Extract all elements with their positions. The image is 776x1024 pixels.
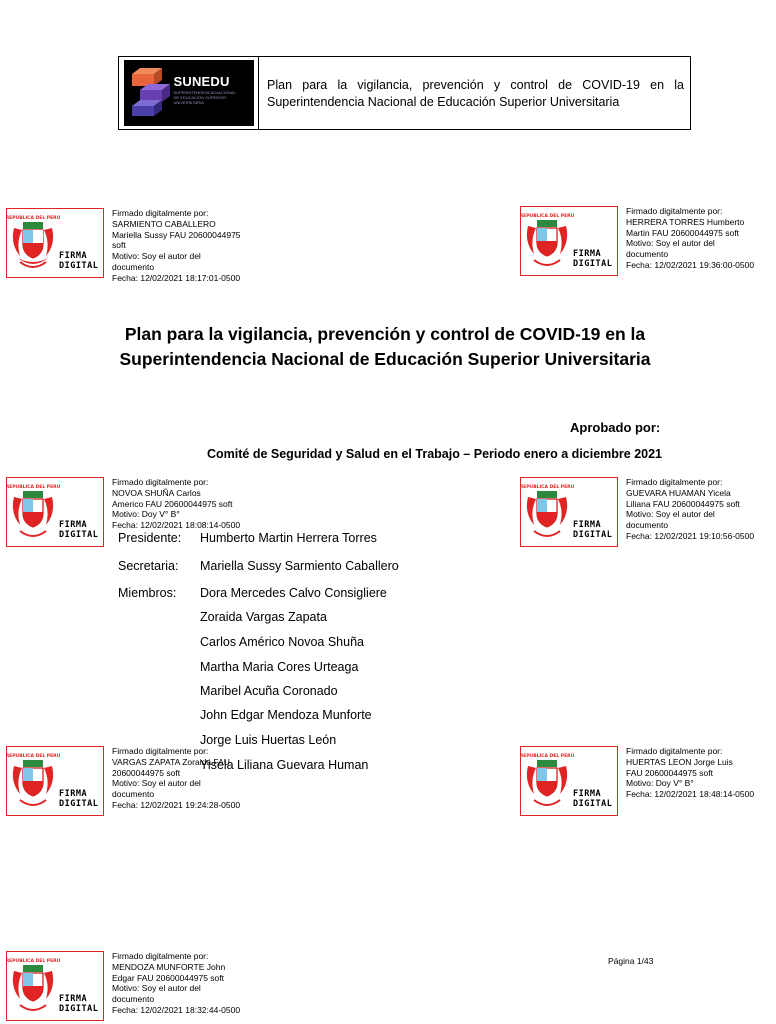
seal-top-text: REPUBLICA DEL PERU bbox=[5, 216, 61, 221]
firma-digital-label: FIRMA DIGITAL bbox=[59, 994, 99, 1014]
peru-coat-of-arms-icon bbox=[519, 210, 575, 272]
firma-digital-label: FIRMA DIGITAL bbox=[59, 520, 99, 540]
firma-digital-label: FIRMA DIGITAL bbox=[573, 789, 613, 809]
firma-digital-seal bbox=[6, 208, 104, 278]
member-name: Jorge Luis Huertas León bbox=[200, 733, 337, 747]
peru-coat-of-arms-icon bbox=[519, 750, 575, 812]
peru-coat-of-arms-icon bbox=[5, 212, 61, 274]
firma-digital-label: FIRMA DIGITAL bbox=[573, 249, 613, 269]
approved-by-label: Aprobado por: bbox=[570, 420, 661, 435]
signature-text: Firmado digitalmente por: HERRERA TORRES Humberto Martin FAU 20600044975 soft Motivo: Soy el autor del documento Fecha: 12/02/2021 19:36:00-0500 bbox=[626, 206, 755, 270]
svg-text:REPUBLICA DEL PERU: REPUBLICA DEL PERU bbox=[5, 754, 61, 759]
firma-digital-seal bbox=[6, 477, 104, 547]
firma-digital-seal bbox=[520, 477, 618, 547]
secretary-name: Mariella Sussy Sarmiento Caballero bbox=[200, 559, 399, 573]
president-name: Humberto Martin Herrera Torres bbox=[200, 531, 377, 545]
sunedu-logo-mark-icon bbox=[128, 68, 176, 118]
firma-digital-seal bbox=[520, 746, 618, 816]
sunedu-logo bbox=[124, 60, 254, 126]
firma-digital-label: FIRMA DIGITAL bbox=[59, 789, 99, 809]
peru-coat-of-arms-icon bbox=[5, 750, 61, 812]
signature-text: Firmado digitalmente por: NOVOA SHUÑA Carlos Americo FAU 20600044975 soft Motivo: Doy V° B° Fecha: 12/02/2021 18:08:14-0500 bbox=[112, 477, 241, 531]
firma-digital-label: FIRMA DIGITAL bbox=[59, 251, 99, 271]
signature-text: Firmado digitalmente por: HUERTAS LEON Jorge Luis FAU 20600044975 soft Motivo: Doy V° B° Fecha: 12/02/2021 18:48:14-0500 bbox=[626, 746, 755, 800]
members-label: Miembros: bbox=[118, 586, 177, 600]
president-label: Presidente: bbox=[118, 531, 182, 545]
secretary-label: Secretaria: bbox=[118, 559, 179, 573]
signature-text: Firmado digitalmente por: MENDOZA MUNFORTE John Edgar FAU 20600044975 soft Motivo: Soy el autor del documento Fecha: 12/02/2021 18:32:44-0500 bbox=[112, 951, 241, 1015]
peru-coat-of-arms-icon bbox=[5, 955, 61, 1017]
page-number: Página 1/43 bbox=[608, 956, 654, 966]
svg-text:REPUBLICA DEL PERU: REPUBLICA DEL PERU bbox=[519, 485, 575, 490]
svg-text:REPUBLICA DEL PERU: REPUBLICA DEL PERU bbox=[5, 485, 61, 490]
signature-text: Firmado digitalmente por: SARMIENTO CABALLERO Mariella Sussy FAU 20600044975 soft Motivo: Soy el autor del documento Fecha: 12/02/2021 18:17:01-0500 bbox=[112, 208, 241, 283]
logo-subtext: SUPERINTENDENCIA NACIONAL DE EDUCACIÓN SUPERIOR UNIVERSITARIA bbox=[173, 90, 236, 105]
member-name: John Edgar Mendoza Munforte bbox=[200, 708, 372, 722]
member-name: Maribel Acuña Coronado bbox=[200, 684, 338, 698]
header-title: Plan para la vigilancia, prevención y control de COVID-19 en la Superintendencia Nacional de Educación Superior Universitaria bbox=[267, 78, 684, 109]
signature-text: Firmado digitalmente por: VARGAS ZAPATA Zoraida FAU 20600044975 soft Motivo: Soy el autor del documento Fecha: 12/02/2021 19:24:28-0500 bbox=[112, 746, 241, 810]
document-header bbox=[118, 56, 691, 130]
member-name: Martha Maria Cores Urteaga bbox=[200, 660, 359, 674]
firma-digital-seal bbox=[6, 746, 104, 816]
firma-digital-seal bbox=[520, 206, 618, 276]
firma-digital-label: FIRMA DIGITAL bbox=[573, 520, 613, 540]
member-name: Yisela Liliana Guevara Human bbox=[200, 758, 369, 772]
committee-heading: Comité de Seguridad y Salud en el Trabajo – Periodo enero a diciembre 2021 bbox=[207, 447, 663, 461]
logo-cell bbox=[119, 57, 259, 129]
page-title: Plan para la vigilancia, prevención y control de COVID-19 en la Superintendencia Nacional de Educación Superior Universitaria bbox=[119, 324, 651, 369]
firma-digital-seal bbox=[6, 951, 104, 1021]
peru-coat-of-arms-icon bbox=[5, 481, 61, 543]
peru-coat-of-arms-icon bbox=[519, 481, 575, 543]
svg-text:REPUBLICA DEL PERU: REPUBLICA DEL PERU bbox=[519, 754, 575, 759]
signature-text: Firmado digitalmente por: GUEVARA HUAMAN Yicela Liliana FAU 20600044975 soft Motivo: Soy el autor del documento Fecha: 12/02/2021 19:10:56-0500 bbox=[626, 477, 755, 541]
member-name: Dora Mercedes Calvo Consigliere bbox=[200, 586, 387, 600]
member-name: Zoraida Vargas Zapata bbox=[200, 610, 327, 624]
svg-text:REPUBLICA DEL PERU: REPUBLICA DEL PERU bbox=[519, 214, 575, 219]
member-name: Carlos Américo Novoa Shuña bbox=[200, 635, 364, 649]
logo-text: SUNEDU bbox=[173, 74, 230, 89]
svg-text:REPUBLICA DEL PERU: REPUBLICA DEL PERU bbox=[5, 959, 61, 964]
